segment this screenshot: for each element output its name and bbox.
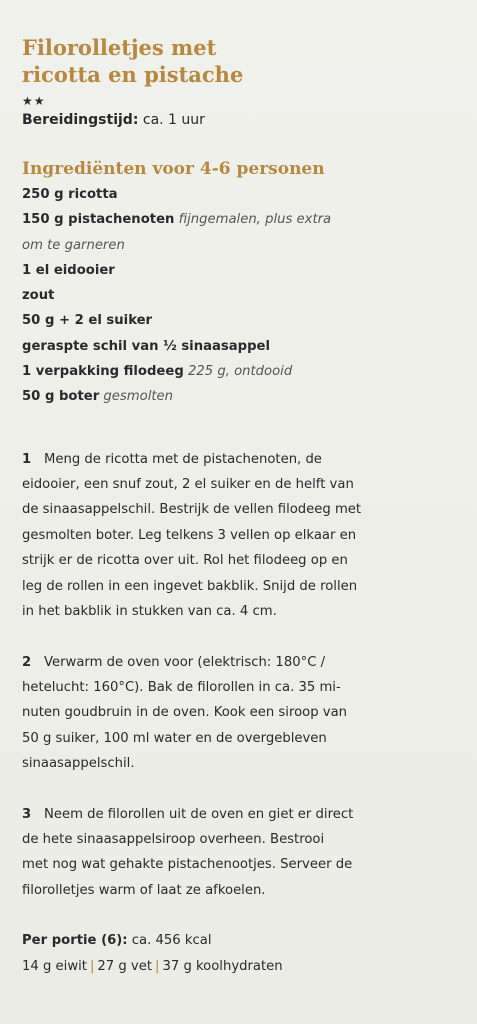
step-text-line: strijk er de ricotta over uit. Rol het filodeeg op en — [22, 553, 348, 569]
ingredient-item — [22, 207, 457, 232]
method-step-1 — [22, 447, 457, 625]
ingredient-qty: 1 el eidooier — [22, 262, 115, 278]
prep-time-label: Bereidingstijd: — [22, 112, 139, 128]
step-number: 3 — [22, 806, 32, 822]
step-number: 1 — [22, 451, 32, 467]
nutrition-info — [22, 928, 457, 979]
step-text-line: nuten goudbruin in de oven. Kook een siroop van — [22, 705, 348, 721]
prep-time-value: ca. 1 uur — [138, 112, 205, 128]
nutrition-fat: 27 g vet — [97, 958, 153, 974]
ingredient-qty: 50 g + 2 el suiker — [22, 313, 153, 329]
step-text-line: Verwarm de oven voor (elektrisch: 180°C / — [44, 654, 326, 670]
ingredient-item — [22, 233, 457, 258]
recipe-title — [22, 34, 457, 88]
ingredient-note: 225 g, ontdooid — [183, 364, 293, 380]
step-text-line: de sinaasappelschil. Bestrijk de vellen filodeeg met — [22, 502, 362, 518]
step-text-line: sinaasappelschil. — [22, 756, 135, 772]
nutrition-separator: | — [89, 958, 95, 974]
ingredient-qty: 1 verpakking filodeeg — [22, 364, 184, 380]
step-text-line: 50 g suiker, 100 ml water en de overgebleven — [22, 730, 327, 746]
step-number: 2 — [22, 654, 32, 670]
step-text-line: eidooier, een snuf zout, 2 el suiker en de helft van — [22, 477, 354, 493]
nutrition-protein: 14 g eiwit — [22, 958, 87, 974]
nutrition-carbs: 37 g koolhydraten — [162, 958, 283, 974]
ingredient-list — [22, 182, 457, 410]
step-text-line: leg de rollen in een ingevet bakblik. Snijd de rollen — [22, 578, 358, 594]
ingredient-note: om te garneren — [22, 237, 125, 253]
ingredient-qty: geraspte schil van ½ sinaasappel — [22, 338, 270, 354]
ingredient-item — [22, 308, 457, 333]
ingredient-qty: zout — [22, 288, 55, 304]
step-text-line: hetelucht: 160°C). Bak de filorollen in ca. 35 mi- — [22, 679, 341, 695]
ingredient-note: gesmolten — [99, 389, 174, 405]
title-line-2: ricotta en pistache — [22, 62, 244, 87]
step-text-line: de hete sinaasappelsiroop overheen. Bestrooi — [22, 831, 325, 847]
ingredient-item — [22, 283, 457, 308]
step-text-line: in het bakblik in stukken van ca. 4 cm. — [22, 604, 277, 620]
ingredient-item — [22, 334, 457, 359]
method-step-2 — [22, 650, 457, 777]
ingredient-item — [22, 384, 457, 409]
ingredients-heading: Ingrediënten voor 4-6 personen — [22, 159, 325, 179]
step-text-line: gesmolten boter. Leg telkens 3 vellen op elkaar en — [22, 527, 357, 543]
nutrition-separator: | — [155, 958, 160, 974]
step-text-line: Neem de filorollen uit de oven en giet er direct — [44, 806, 354, 822]
ingredient-item — [22, 258, 457, 283]
ingredient-note: fijngemalen, plus extra — [174, 212, 332, 228]
method-step-3 — [22, 802, 457, 904]
ingredient-qty: 150 g pistachenoten — [22, 212, 175, 228]
ingredient-item — [22, 359, 457, 384]
ingredient-qty: 250 g ricotta — [22, 187, 118, 202]
ingredient-qty: 50 g boter — [22, 389, 100, 405]
step-text-line: Meng de ricotta met de pistachenoten, de — [44, 451, 322, 467]
title-line-1: Filorolletjes met — [22, 35, 217, 60]
nutrition-label: Per portie (6): — [22, 933, 128, 949]
ingredient-item — [22, 182, 457, 207]
nutrition-kcal: ca. 456 kcal — [127, 933, 212, 949]
prep-time — [22, 112, 457, 128]
step-text-line: filorolletjes warm of laat ze afkoelen. — [22, 882, 266, 898]
step-text-line: met nog wat gehakte pistachenootjes. Serveer de — [22, 857, 353, 873]
difficulty-stars: ★★ — [22, 94, 46, 108]
